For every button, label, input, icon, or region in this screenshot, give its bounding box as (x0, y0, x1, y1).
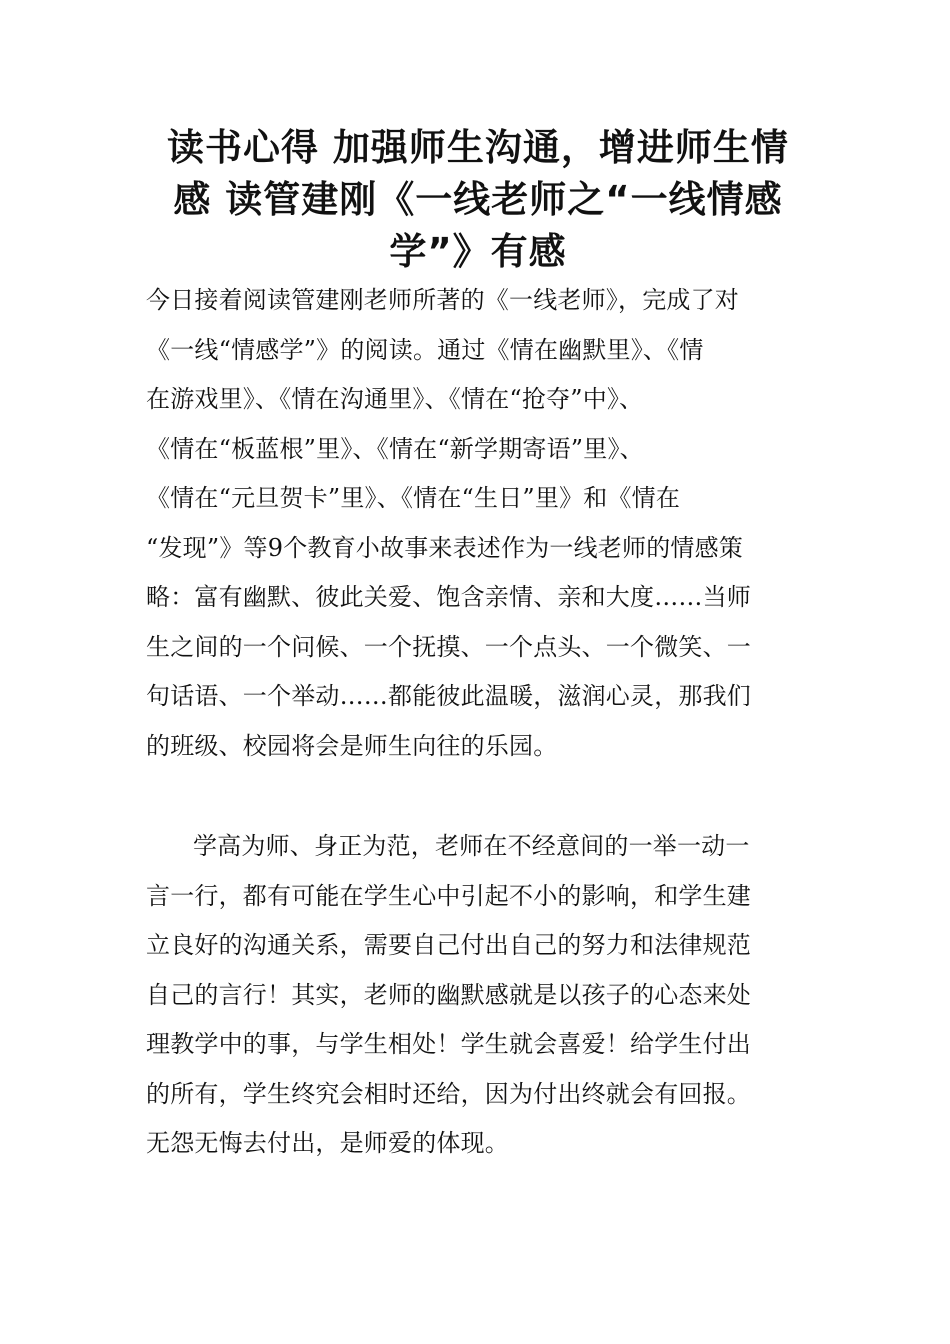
text-line: 的所有，学生终究会相时还给，因为付出终就会有回报。 (146, 1079, 751, 1108)
text-line: “发现”》等9个教育小故事来表述作为一线老师的情感策 (146, 533, 744, 562)
text-line: 言一行，都有可能在学生心中引起不小的影响，和学生建 (146, 881, 751, 910)
title-line: 学”》有感 (389, 230, 567, 273)
text-line: 《情在“板蓝根”里》、《情在“新学期寄语”里》、 (146, 434, 644, 463)
text-line: 略：富有幽默、彼此关爱、饱含亲情、亲和大度……当师 (146, 583, 751, 611)
text-line: 学高为师、身正为范，老师在不经意间的一举一动一 (146, 832, 750, 860)
text-line: 句话语、一个举动……都能彼此温暖，滋润心灵，那我们 (146, 682, 751, 710)
text-line: 今日接着阅读管建刚老师所著的《一线老师》，完成了对 (146, 286, 739, 314)
title-line: 感 读管建刚《一线老师之“一线情感 (173, 178, 783, 221)
text-line: 《一线“情感学”》的阅读。通过《情在幽默里》、《情 (146, 335, 704, 364)
text-line: 《情在“元旦贺卡”里》、《情在“生日”里》和《情在 (146, 484, 681, 512)
text-line: 的班级、校园将会是师生向往的乐园。 (146, 731, 558, 760)
text-line: 生之间的一个问候、一个抚摸、一个点头、一个微笑、一 (146, 632, 751, 661)
text-line: 立良好的沟通关系，需要自己付出自己的努力和法律规范 (146, 931, 751, 959)
text-line: 理教学中的事，与学生相处！学生就会喜爱！给学生付出 (146, 1030, 751, 1058)
document-title (146, 122, 810, 278)
text-line: 在游戏里》、《情在沟通里》、《情在“抢夺”中》、 (146, 385, 644, 413)
paragraph-2 (146, 822, 810, 1169)
text-line: 无怨无悔去付出，是师爱的体现。 (146, 1129, 509, 1157)
paragraph-1 (146, 276, 810, 771)
text-line: 自己的言行！其实，老师的幽默感就是以孩子的心态来处 (146, 980, 751, 1009)
title-line: 读书心得 加强师生沟通，增进师生情 (167, 126, 789, 169)
